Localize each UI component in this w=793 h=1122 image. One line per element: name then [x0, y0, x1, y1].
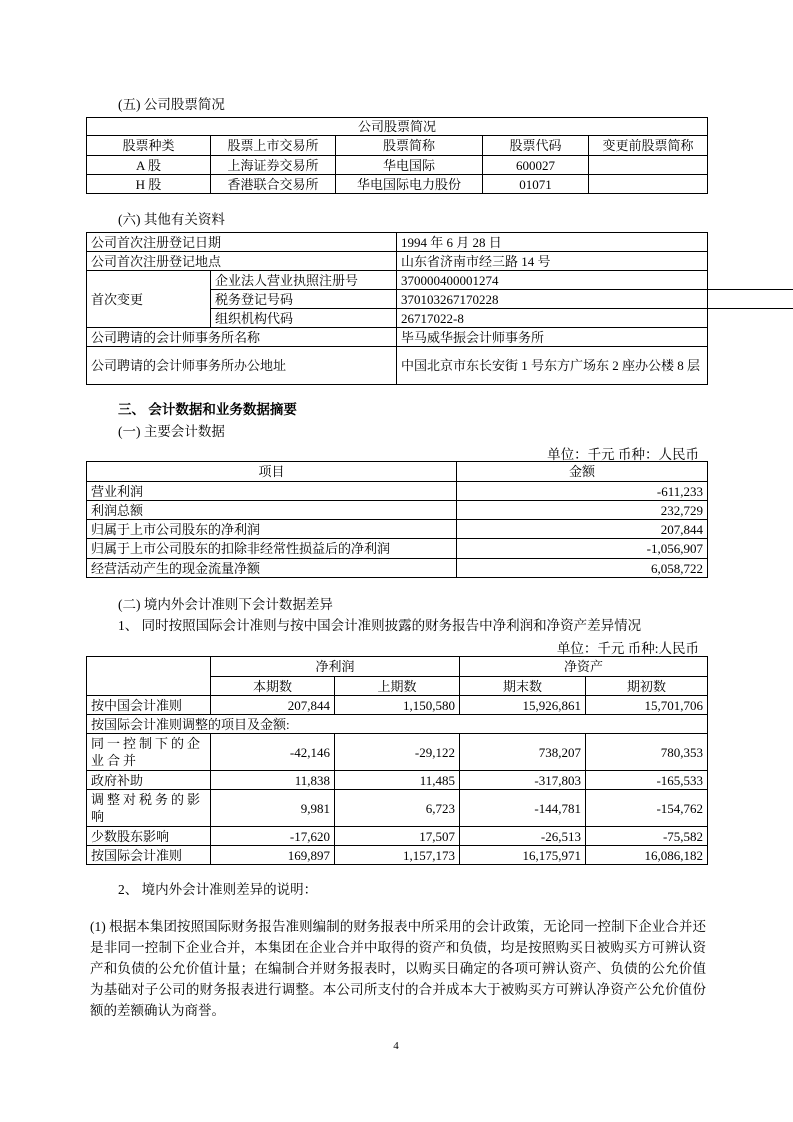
first-change-label: 首次变更: [87, 271, 211, 328]
cell: A 股: [87, 156, 211, 175]
col-header: 期末数: [460, 677, 586, 696]
cell: 11,838: [211, 771, 335, 790]
cell: [589, 175, 708, 194]
cell: 169,897: [211, 846, 335, 865]
cell: 16,086,182: [586, 846, 708, 865]
cell: 11,485: [335, 771, 460, 790]
license-value: 370000400001274: [397, 271, 708, 290]
cell: 17,507: [335, 827, 460, 846]
cell: -154,762: [586, 790, 708, 827]
blank-header-cell: [87, 657, 211, 696]
auditor-addr-value: 中国北京市东长安街 1 号东方广场东 2 座办公楼 8 层: [397, 347, 708, 385]
cell: -26,513: [460, 827, 586, 846]
cell: -144,781: [460, 790, 586, 827]
table-row: [87, 771, 708, 790]
cell: -75,582: [586, 827, 708, 846]
row-label: 调整对税务的影响: [87, 790, 211, 827]
table-title: 公司股票简况: [87, 118, 708, 136]
unit-label: 单位：千元 币种:人民币: [556, 641, 699, 656]
table-row: [87, 328, 708, 347]
table-row: [87, 827, 708, 846]
auditor-addr-label: 公司聘请的会计师事务所办公地址: [87, 347, 397, 385]
subsection-1-heading: (一) 主要会计数据: [118, 424, 225, 439]
reg-place-value: 山东省济南市经三路 14 号: [397, 252, 708, 271]
table-row: [87, 520, 708, 539]
col-header-item: 项目: [87, 462, 457, 482]
table-row: [87, 271, 708, 290]
row-item: 经营活动产生的现金流量净额: [87, 559, 457, 578]
row-label: 政府补助: [87, 771, 211, 790]
col-header: 股票上市交易所: [211, 136, 336, 156]
row-item: 归属于上市公司股东的净利润: [87, 520, 457, 539]
table-row: [87, 252, 708, 271]
reg-date-label: 公司首次注册登记日期: [87, 233, 397, 252]
cell: 15,701,706: [586, 696, 708, 715]
cell: -317,803: [460, 771, 586, 790]
cell: H 股: [87, 175, 211, 194]
table-row: [87, 501, 708, 520]
col-header: 期初数: [586, 677, 708, 696]
reg-place-label: 公司首次注册登记地点: [87, 252, 397, 271]
cell: -165,533: [586, 771, 708, 790]
cell: 15,926,861: [460, 696, 586, 715]
stray-rule-line: [706, 289, 793, 290]
cell: -42,146: [211, 734, 335, 771]
row-amount: 6,058,722: [457, 559, 708, 578]
table-row: [87, 156, 708, 175]
row-item: 归属于上市公司股东的扣除非经常性损益后的净利润: [87, 539, 457, 559]
cell: 上海证券交易所: [211, 156, 336, 175]
cell: 华电国际: [336, 156, 483, 175]
col-header: 股票简称: [336, 136, 483, 156]
tax-value: 370103267170228: [397, 290, 708, 309]
section-6-heading: (六) 其他有关资料: [118, 212, 225, 227]
cell: 01071: [483, 175, 589, 194]
cell: 6,723: [335, 790, 460, 827]
cell: 华电国际电力股份: [336, 175, 483, 194]
cell: 16,175,971: [460, 846, 586, 865]
cell: 780,353: [586, 734, 708, 771]
cell: [589, 156, 708, 175]
page-number: 4: [393, 1040, 399, 1052]
col-header: 股票种类: [87, 136, 211, 156]
table-row: [87, 233, 708, 252]
row-label: 同一控制下的企业合并: [87, 734, 211, 771]
row-amount: 207,844: [457, 520, 708, 539]
cell: -29,122: [335, 734, 460, 771]
table-row: [87, 715, 708, 734]
row-label: 少数股东影响: [87, 827, 211, 846]
auditor-name-label: 公司聘请的会计师事务所名称: [87, 328, 397, 347]
cell: -17,620: [211, 827, 335, 846]
table-row: [87, 734, 708, 771]
stray-rule-line: [706, 308, 793, 309]
group-net-profit: 净利润: [211, 657, 460, 677]
row-amount: -611,233: [457, 482, 708, 501]
col-header-amount: 金额: [457, 462, 708, 482]
table-row: [87, 846, 708, 865]
item-1-heading: 1、 同时按照国际会计准则与按中国会计准则披露的财务报告中净利润和净资产差异情况: [118, 618, 642, 633]
table-row: [87, 539, 708, 559]
auditor-name-value: 毕马威华振会计师事务所: [397, 328, 708, 347]
gaap-difference-table: [86, 656, 708, 865]
adjustment-header: 按国际会计准则调整的项目及金额:: [87, 715, 708, 734]
group-net-assets: 净资产: [460, 657, 708, 677]
table-row: [87, 175, 708, 194]
unit-label: 单位：千元 币种：人民币: [547, 447, 699, 462]
table-row: [87, 559, 708, 578]
org-value: 26717022-8: [397, 309, 708, 328]
cell: 600027: [483, 156, 589, 175]
key-accounting-data-table: [86, 461, 708, 578]
table-row: [87, 696, 708, 715]
table-row: [87, 347, 708, 385]
table-row: [87, 790, 708, 827]
tax-label: 税务登记号码: [211, 290, 397, 309]
license-label: 企业法人营业执照注册号: [211, 271, 397, 290]
col-header: 本期数: [211, 677, 335, 696]
table-row: [87, 482, 708, 501]
row-label: 按国际会计准则: [87, 846, 211, 865]
row-amount: -1,056,907: [457, 539, 708, 559]
row-item: 利润总额: [87, 501, 457, 520]
section-5-heading: (五) 公司股票简况: [118, 97, 225, 112]
cell: 香港联合交易所: [211, 175, 336, 194]
item-2-heading: 2、 境内外会计准则差异的说明：: [118, 882, 318, 897]
explanation-paragraph: (1) 根据本集团按照国际财务报告准则编制的财务报表中所采用的会计政策，无论同一控制下企业合并还是非同一控制下企业合并，本集团在企业合并中取得的资产和负债，均是按照购买日被购买方可辨认资产和负债的公允价值计量；在编制合并财务报表时，以购买日确定的各项可辨认资产、负债的公允价值为基础对子公司的财务报表进行调整。本公司所支付的合并成本大于被购买方可辨认净资产公允价值份额的差额确认为商誉。: [90, 919, 706, 1018]
row-item: 营业利润: [87, 482, 457, 501]
cell: 738,207: [460, 734, 586, 771]
cell: 1,157,173: [335, 846, 460, 865]
row-label: 按中国会计准则: [87, 696, 211, 715]
col-header: 上期数: [335, 677, 460, 696]
cell: 207,844: [211, 696, 335, 715]
cell: 9,981: [211, 790, 335, 827]
col-header: 变更前股票简称: [589, 136, 708, 156]
section-3-heading: 三、 会计数据和业务数据摘要: [118, 402, 297, 417]
cell: 1,150,580: [335, 696, 460, 715]
stock-info-table: [86, 117, 708, 194]
row-amount: 232,729: [457, 501, 708, 520]
subsection-2-heading: (二) 境内外会计准则下会计数据差异: [118, 597, 333, 612]
reg-date-value: 1994 年 6 月 28 日: [397, 233, 708, 252]
col-header: 股票代码: [483, 136, 589, 156]
other-info-table: [86, 232, 708, 385]
org-label: 组织机构代码: [211, 309, 397, 328]
